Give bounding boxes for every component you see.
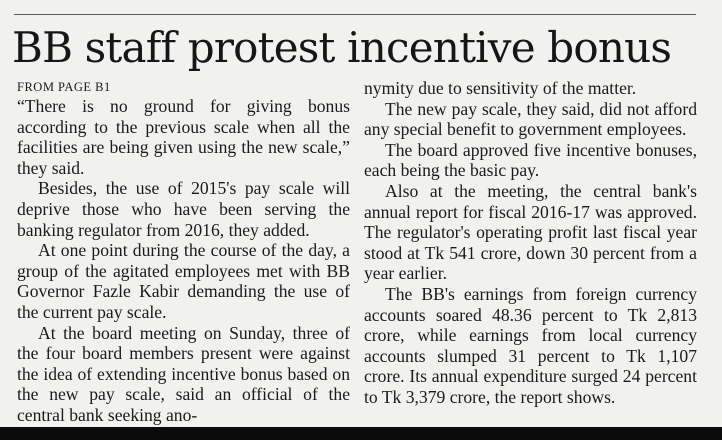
paragraph: “There is no ground for giving bonus according to the previous scale when all the facilities are being given using the new scale,” they said. <box>17 96 350 178</box>
paragraph: At the board meeting on Sunday, three of the four board members present were against the idea of extending incentive bonus based on the new pay scale, said an official of the central bank seeking ano- <box>17 322 350 425</box>
paragraph: Also at the meeting, the central bank's annual report for fiscal 2016-17 was approved. The regulator's operating profit last fiscal year stood at Tk 541 crore, down 30 percent from a year earlier. <box>364 180 697 284</box>
paragraph: The new pay scale, they said, did not afford any special benefit to government employees. <box>364 98 697 140</box>
top-rule <box>14 14 696 15</box>
paragraph: The BB's earnings from foreign currency accounts soared 48.36 percent to Tk 2,813 crore, while earnings from local currency accounts slumped 31 percent to Tk 1,107 crore. Its annual expenditure surged 24 percent to Tk 3,379 crore, the report shows. <box>364 283 697 407</box>
right-column <box>364 78 697 408</box>
bottom-band <box>0 427 722 440</box>
dateline: FROM PAGE B1 <box>17 80 111 94</box>
paragraph: At one point during the course of the day, a group of the agitated employees met with BB Governor Fazle Kabir demanding the use of the current pay scale. <box>17 240 350 322</box>
paragraph: Besides, the use of 2015's pay scale will deprive those who have been serving the banking regulator from 2016, they added. <box>17 178 350 240</box>
left-column <box>17 80 350 426</box>
paragraph: nymity due to sensitivity of the matter. <box>364 78 637 98</box>
headline: BB staff protest incentive bonus <box>12 23 672 72</box>
paragraph: The board approved five incentive bonuses, each being the basic pay. <box>364 139 697 181</box>
